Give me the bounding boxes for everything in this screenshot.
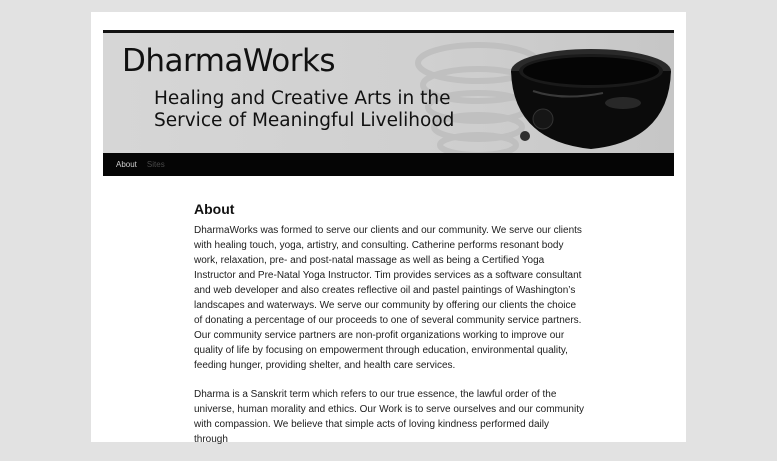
singing-bowl-image: [503, 41, 673, 153]
page-container: [91, 12, 686, 445]
nav-item-sites[interactable]: Sites: [146, 160, 165, 169]
dharma-paragraph: Dharma is a Sanskrit term which refers to our true essence, the lawful order of the universe, human morality and ethics. Our Work is to serve ourselves and our community with compassion. We believe that simple acts of loving kindness performed daily through: [194, 389, 584, 445]
main-content: [194, 201, 584, 461]
about-paragraph: DharmaWorks was formed to serve our clients and our community. We serve our clients with healing touch, yoga, artistry, and consulting. Catherine performs resonant body work, relaxation, pre- and post-natal massage as well as being a Certified Yoga Instructor and Pre-Natal Yoga Instructor. Tim provides services as a software consultant and web developer and also creates reflective oil and pastel paintings of Washington’s landscapes and waterways. We serve our community by offering our clients the choice of donating a percentage of our proceeds to one of several community service partners. Our community service partners are non-profit organizations working to improve our quality of life by focusing on empowerment through education, environmental quality, feeding hunger, providing shelter, and health care services.: [194, 225, 582, 371]
header-banner[interactable]: [103, 33, 674, 153]
site-tagline: Healing and Creative Arts in the Service of Meaningful Livelihood: [154, 88, 455, 131]
nav-item-about[interactable]: About: [116, 160, 137, 169]
site-title[interactable]: DharmaWorks: [122, 43, 336, 79]
page-title: About: [194, 201, 235, 217]
main-navigation: [103, 153, 674, 176]
